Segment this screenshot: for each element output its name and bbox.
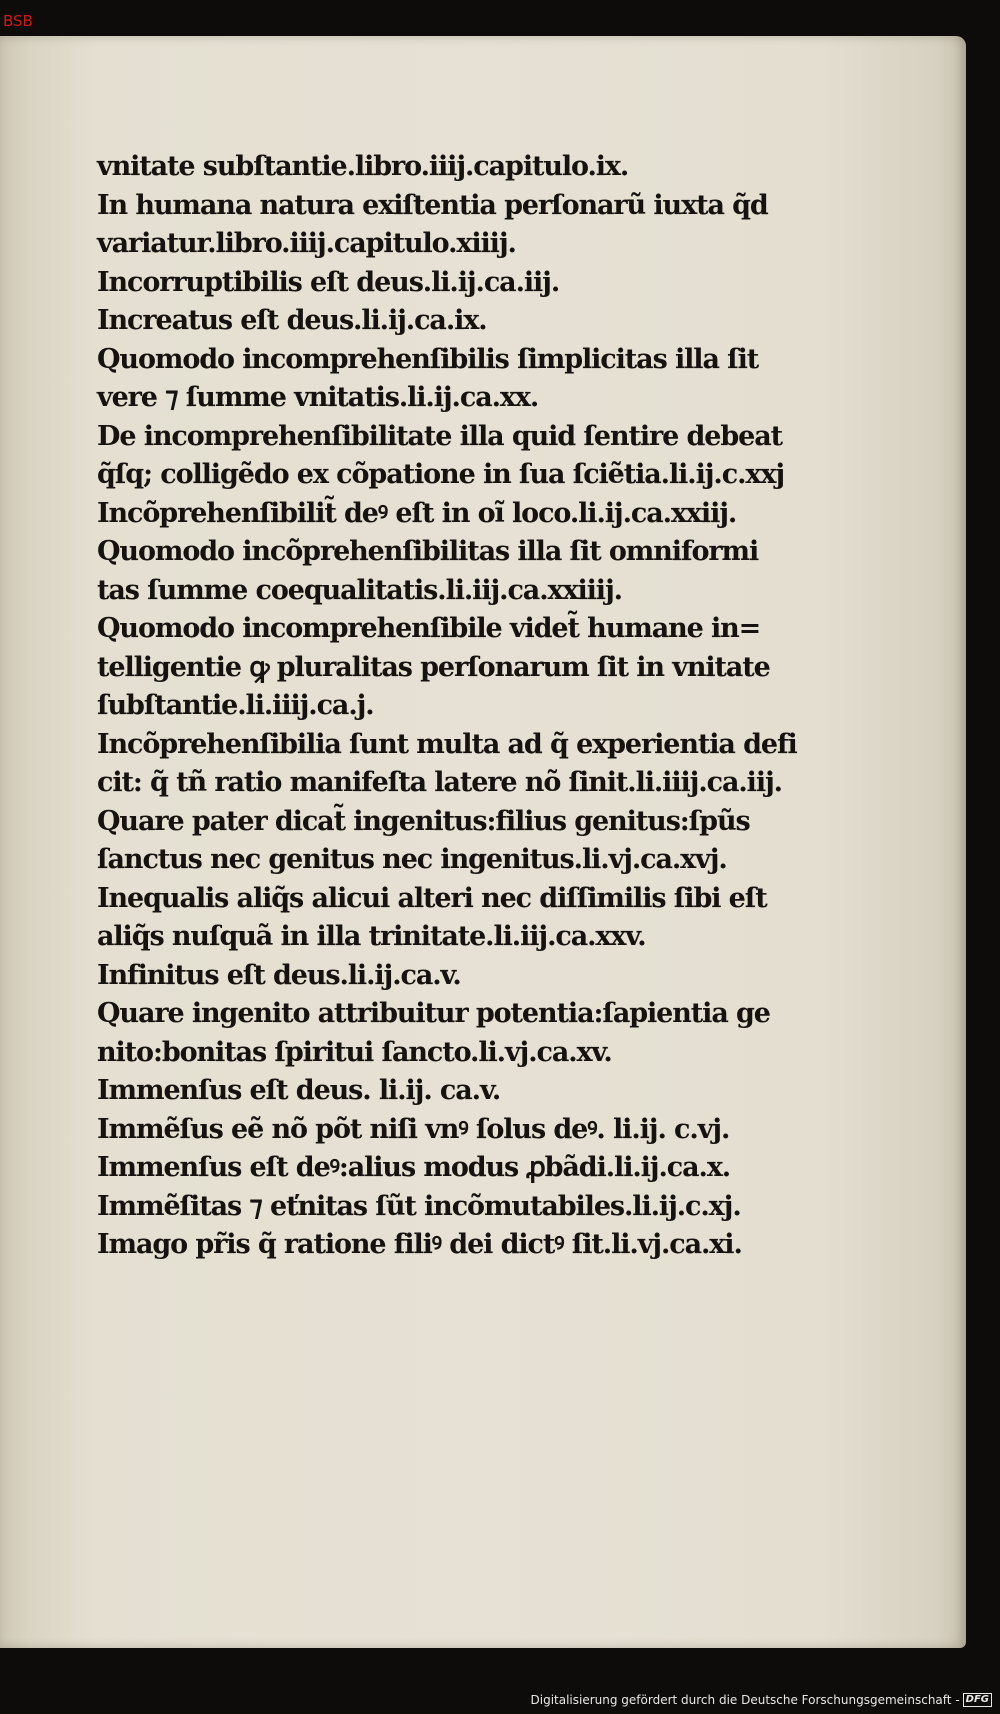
text-line: tas ſumme coequalitatis.li.iij.ca.xxiiij. (97, 574, 622, 606)
text-line: vnitate subſtantie.libro.iiij.capitulo.ix. (97, 151, 629, 182)
text-line: Immenſus eſt deus. li.ij. ca.v. (97, 1075, 501, 1106)
text-line: Quare ingenito attribuitur potentia:ſapientia ge (97, 998, 770, 1029)
text-line: Immẽſitas ⁊ eťnitas ſũt incõmutabiles.li.ij.c.xj. (97, 1190, 741, 1222)
text-line: vere ⁊ ſumme vnitatis.li.ij.ca.xx. (97, 382, 539, 413)
text-line: In humana natura exiſtentia perſonarũ iuxta q̃d (97, 189, 768, 221)
text-line: Quomodo incõprehenſibilitas illa ſit omniformi (97, 536, 759, 567)
text-line: nito:bonitas ſpiritui ſancto.li.vj.ca.xv. (97, 1036, 612, 1068)
funding-credit-text: Digitalisierung gefördert durch die Deutsche Forschungsgemeinschaft - (530, 1693, 960, 1707)
funding-credit (531, 1693, 993, 1707)
text-line: Quomodo incomprehenſibile videt̃ humane in= (97, 613, 761, 644)
text-line: aliq̃s nuſquã in illa trinitate.li.iij.ca.xxv. (97, 921, 646, 952)
text-line: Increatus eſt deus.li.ij.ca.ix. (97, 305, 487, 336)
text-line: cit: q̃ tñ ratio manifeſta latere nõ ſinit.li.iiij.ca.iij. (97, 767, 782, 798)
text-line: Incorruptibilis eſt deus.li.ij.ca.iij. (97, 266, 560, 298)
text-line: Quare pater dicat̃ ingenitus:filius genitus:ſpũs (97, 805, 750, 837)
text-line: Incõprehenſibilia ſunt multa ad q̃ experientia defi (97, 728, 797, 760)
text-line: Incõprehenſibilit̃ deꝰ eſt in oĩ loco.li.ij.ca.xxiij. (97, 497, 737, 529)
text-line: De incomprehenſibilitate illa quid ſentire debeat (97, 420, 783, 452)
text-line: Inequalis aliq̃s alicui alteri nec diſſimilis ſibi eſt (97, 882, 767, 914)
text-line: Quomodo incomprehenſibilis ſimplicitas illa ſit (97, 343, 759, 375)
text-line: ſubſtantie.li.iiij.ca.j. (97, 690, 374, 721)
text-line: Immẽſus eẽ nõ põt niſi vnꝰ ſolus deꝰ. li.ij. c.vj. (97, 1113, 730, 1145)
text-line: telligentie ꝙ pluralitas perſonarum ſit in vnitate (97, 651, 770, 683)
text-line: q̃ſq; colligẽdo ex cõpatione in ſua ſciẽtia.li.ij.c.xxj (97, 459, 785, 490)
dfg-logo: DFG (963, 1693, 992, 1707)
text-line: Imago pr̃is q̃ ratione filiꝰ dei dictꝰ ſit.li.vj.ca.xi. (97, 1229, 742, 1260)
book-page (0, 36, 966, 1648)
index-text-block (97, 148, 877, 1265)
library-logo-bsb: BSB (3, 12, 33, 30)
text-line: variatur.libro.iiij.capitulo.xiiij. (97, 228, 516, 259)
text-line: Infinitus eſt deus.li.ij.ca.v. (97, 959, 461, 991)
text-line: Immenſus eſt deꝰ:alius modus ꝓbãdi.li.ij.ca.x. (97, 1152, 731, 1183)
text-line: ſanctus nec genitus nec ingenitus.li.vj.ca.xvj. (97, 844, 727, 875)
